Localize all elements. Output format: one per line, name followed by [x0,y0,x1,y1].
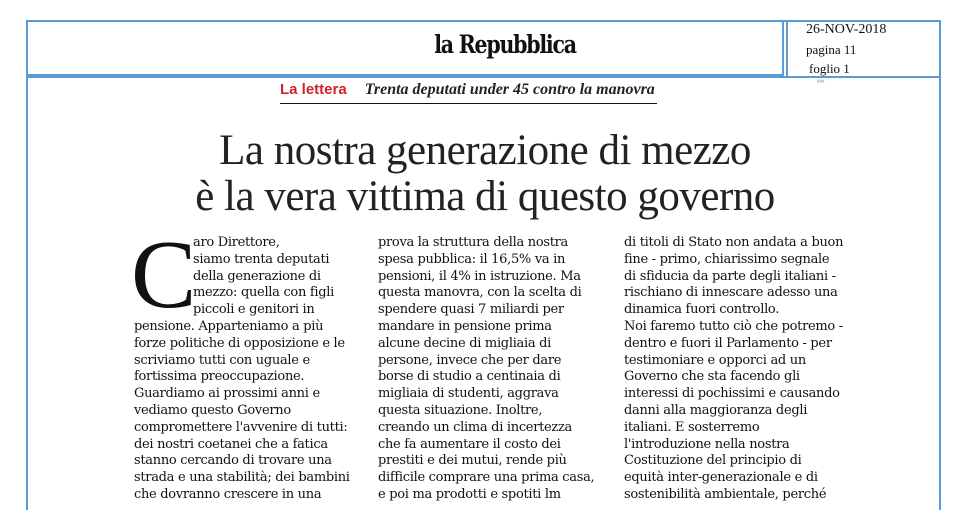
text-line: pensioni, il 4% in istruzione. Ma [378,268,581,284]
text-line: di sfiducia da parte degli italiani - [624,268,836,284]
text-line: fortissima preoccupazione. [134,369,305,385]
text-line: questa situazione. Inoltre, [378,402,543,418]
text-line: Governo che sta facendo gli [624,369,800,385]
article-column-1 [134,235,354,504]
text-line: borse di studio a centinaia di [378,369,561,385]
headline-line-2: è la vera vittima di questo governo [195,173,775,220]
text-line: Costituzione del principio di [624,453,802,469]
text-line: compromettere l'avvenire di tutti: [134,419,348,435]
text-line: l'introduzione nella nostra [624,436,790,452]
text-line: della generazione di [193,268,321,284]
text-line: e poi ma prodotti e spotiti lm [378,486,561,502]
headline-line-1: La nostra generazione di mezzo [219,127,751,174]
text-line: Guardiamo ai prossimi anni e [134,386,320,402]
text-line: creando un clima di incertezza [378,419,572,435]
kicker [280,81,657,104]
text-line: mezzo: quella con figli [193,285,334,301]
text-line: piccoli e genitori in [193,302,315,318]
text-line: questa manovra, con la scelta di [378,285,582,301]
text-line: mandare in pensione prima [378,318,552,334]
text-line: che fa aumentare il costo dei [378,436,561,452]
text-line: dei nostri coetanei che a fatica [134,436,328,452]
article-column-3 [624,235,844,504]
drop-cap: C [131,221,197,329]
kicker-subtitle: Trenta deputati under 45 contro la manovra [364,81,655,98]
text-line: danni alla maggioranza degli [624,402,808,418]
text-line: migliaia di studenti, aggrava [378,386,559,402]
kicker-tag: La lettera [280,81,347,98]
text-line: aro Direttore, [193,235,280,250]
text-line: Noi faremo tutto ciò che potremo - [624,318,843,334]
text-line: persone, invece che per dare [378,352,562,368]
page-number: pagina 11 [806,42,857,57]
text-line: dinamica fuori controllo. [624,302,780,318]
text-line: pensione. Apparteniamo a più [134,318,324,334]
text-line: vediamo questo Governo [134,402,291,418]
text-line: italiani. E sosterremo [624,419,760,435]
masthead-logo: la Repubblica [434,30,576,59]
text-line: spesa pubblica: il 16,5% va in [378,251,566,267]
text-line: siamo trenta deputati [193,251,330,267]
meta-mark: ### [817,80,825,85]
headline [150,128,820,220]
text-line: difficile comprare una prima casa, [378,470,595,486]
sheet-number: foglio 1 [809,61,850,76]
text-line: spendere quasi 7 miliardi per [378,302,564,318]
text-line: stanno cercando di trovare una [134,453,332,469]
text-line: che dovranno crescere in una [134,486,322,502]
article-column-2 [378,235,598,504]
text-line: rischiano di innescare adesso una [624,285,838,301]
text-line: strada e una stabilità; dei bambini [134,470,350,486]
publication-date: 26-NOV-2018 [806,22,887,37]
text-line: sostenibilità ambientale, perché [624,486,827,502]
text-line: fine - primo, chiarissimo segnale [624,251,830,267]
text-line: alcune decine di migliaia di [378,335,552,351]
text-line: prestiti e dei mutui, rende più [378,453,567,469]
text-line: di titoli di Stato non andata a buon [624,235,844,250]
text-line: dentro e fuori il Parlamento - per [624,335,832,351]
text-line: testimoniare e opporci ad un [624,352,806,368]
text-line: interessi di pochissimi e causando [624,386,840,402]
text-line: prova la struttura della nostra [378,235,569,250]
text-line: forze politiche di opposizione e le [134,335,345,351]
text-line: scriviamo tutti con uguale e [134,352,310,368]
text-line: equità inter-generazionale e di [624,470,818,486]
